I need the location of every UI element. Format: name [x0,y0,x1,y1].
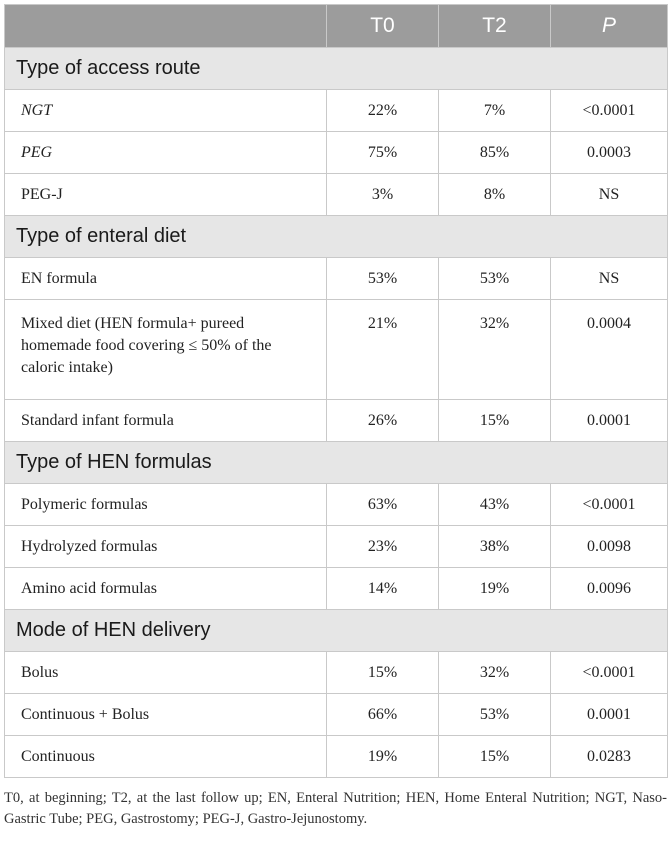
table-row [5,568,668,610]
row-label: Hydrolyzed formulas [5,526,327,568]
table-container [4,4,667,830]
cell-p: <0.0001 [551,484,668,526]
cell-t0: 53% [327,258,439,300]
cell-t2: 32% [439,652,551,694]
header-row [5,5,668,48]
cell-t2: 15% [439,736,551,778]
section-title: Type of access route [5,48,668,90]
cell-t0: 21% [327,300,439,400]
table-row [5,652,668,694]
section-header-hen-formulas [5,442,668,484]
table-row [5,400,668,442]
row-label: PEG [5,132,327,174]
table-row [5,132,668,174]
cell-t0: 14% [327,568,439,610]
cell-p: NS [551,258,668,300]
cell-t2: 7% [439,90,551,132]
section-title: Type of HEN formulas [5,442,668,484]
row-label: PEG-J [5,174,327,216]
table-row [5,300,668,400]
cell-t0: 63% [327,484,439,526]
cell-t2: 15% [439,400,551,442]
results-table [4,4,668,778]
header-blank [5,5,327,48]
cell-p: 0.0003 [551,132,668,174]
section-title: Type of enteral diet [5,216,668,258]
header-t0: T0 [327,5,439,48]
cell-p: 0.0004 [551,300,668,400]
cell-t2: 19% [439,568,551,610]
cell-t0: 26% [327,400,439,442]
table-footnote: T0, at beginning; T2, at the last follow up; EN, Enteral Nutrition; HEN, Home Enteral Nutrition; NGT, Naso-Gastric Tube; PEG, Gastrostomy; PEG-J, Gastro-Jejunostomy. [4,790,667,827]
section-header-hen-delivery [5,610,668,652]
row-label: Continuous + Bolus [5,694,327,736]
cell-p: <0.0001 [551,652,668,694]
header-p: P [551,5,668,48]
row-label: Standard infant formula [5,400,327,442]
cell-p: <0.0001 [551,90,668,132]
cell-p: 0.0098 [551,526,668,568]
row-label: Continuous [5,736,327,778]
row-label: EN formula [5,258,327,300]
cell-p: 0.0283 [551,736,668,778]
section-header-access-route [5,48,668,90]
cell-t2: 53% [439,694,551,736]
row-label: Polymeric formulas [5,484,327,526]
cell-t2: 32% [439,300,551,400]
row-label: Amino acid formulas [5,568,327,610]
cell-t2: 53% [439,258,551,300]
cell-t2: 43% [439,484,551,526]
table-row [5,174,668,216]
header-t2: T2 [439,5,551,48]
cell-t0: 22% [327,90,439,132]
table-row [5,90,668,132]
cell-t0: 19% [327,736,439,778]
cell-t0: 23% [327,526,439,568]
section-header-enteral-diet [5,216,668,258]
table-row [5,484,668,526]
cell-p: 0.0001 [551,400,668,442]
cell-t2: 85% [439,132,551,174]
table-row [5,736,668,778]
cell-p: 0.0096 [551,568,668,610]
row-label: NGT [5,90,327,132]
cell-t0: 75% [327,132,439,174]
cell-t2: 38% [439,526,551,568]
cell-p: NS [551,174,668,216]
row-label: Mixed diet (HEN formula+ pureed homemade food covering ≤ 50% of the caloric intake) [5,300,327,400]
row-label: Bolus [5,652,327,694]
section-title: Mode of HEN delivery [5,610,668,652]
cell-p: 0.0001 [551,694,668,736]
cell-t0: 15% [327,652,439,694]
cell-t2: 8% [439,174,551,216]
table-row [5,526,668,568]
table-row [5,694,668,736]
table-row [5,258,668,300]
cell-t0: 66% [327,694,439,736]
cell-t0: 3% [327,174,439,216]
